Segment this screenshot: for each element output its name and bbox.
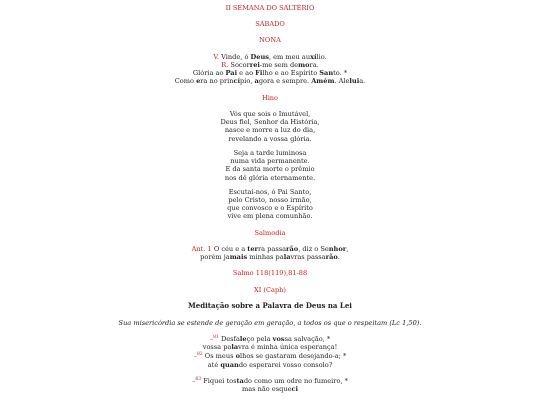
hymn-line: pelo Cristo, nosso irmão, xyxy=(228,195,312,204)
psalm-verse-line: até quando esperarei vosso consolo? xyxy=(207,360,333,369)
psalm-verse-line: –$^{81}$ Desfaleço pela vossa salvação, * xyxy=(209,334,331,343)
psalm-title: Meditação sobre a Palavra de Deus na Lei xyxy=(188,300,352,310)
psalm-section: XI (Caph) xyxy=(254,285,286,294)
psalm-verse-line: –$^{83}$ Fiquei tostado como um odre no fumeiro, * xyxy=(192,376,348,385)
psalm-verse-line: –$^{82}$ Os meus olhos se gastaram desejando-a; * xyxy=(193,352,347,361)
psalm-reference: Salmo 118(119),81-88 xyxy=(232,269,308,278)
hymn-line: Vós que sois o Imutável, xyxy=(229,109,311,118)
versicle-text: Vinde, ó Deus, em meu auxílio. xyxy=(221,52,327,61)
hymn-stanzas xyxy=(0,110,540,221)
hymn-line: Escutai-nos, ó Pai Santo, xyxy=(228,187,312,196)
verse-number: 83 xyxy=(195,376,202,382)
hymn-line: revelando a vossa glória. xyxy=(228,134,312,143)
hymn-line: nos dê glória eternamente. xyxy=(224,173,316,182)
psalm-verse-line: mas não esqueci xyxy=(241,385,299,394)
psalm-verse xyxy=(0,352,540,368)
hymn-line: E da santa morte o prêmio xyxy=(225,165,315,174)
gloria-line-1: Glória ao Pai e ao Filho e ao Espírito Santo. * xyxy=(192,69,348,78)
hour-heading: NONA xyxy=(259,36,281,45)
antiphon-line-2: porém jamais minhas palavras passarão. xyxy=(200,253,340,262)
gloria-line-2: Como era no princípio, agora e sempre. Amém. Aleluia. xyxy=(174,77,366,86)
opening-versicles xyxy=(0,53,540,86)
response-line xyxy=(0,61,540,69)
versicle-line xyxy=(0,53,540,61)
versicle-mark: V. xyxy=(213,52,220,61)
hymn-line: Deus fiel, Senhor da História, xyxy=(220,118,320,127)
hymn-stanza xyxy=(0,110,540,143)
antiphon-text-1: O céu e a terra passarão, diz o Senhor, xyxy=(213,244,349,253)
antiphon xyxy=(0,245,540,261)
hymn-line: numa vida permanente. xyxy=(230,157,310,166)
hymn-line: vive em plena comunhão. xyxy=(227,212,313,221)
verse-number: 82 xyxy=(196,352,203,358)
verse-dash: – xyxy=(192,376,196,385)
verse-dash: – xyxy=(193,352,197,361)
psalm-verses xyxy=(0,335,540,393)
psalm-epigraph: Sua misericórdia se estende de geração em geração, a todos os que o respeitam (Lc 1,50). xyxy=(118,318,422,327)
antiphon-mark: Ant. 1 xyxy=(191,244,212,253)
week-heading: II SEMANA DO SALTÉRIO xyxy=(225,4,315,12)
response-mark: R. xyxy=(221,60,229,69)
office-page xyxy=(0,2,540,393)
psalm-verse xyxy=(0,335,540,351)
hymn-title: Hino xyxy=(261,93,279,102)
hymn-line: que convosco e o Espírito xyxy=(227,204,313,213)
psalm-verse xyxy=(0,377,540,393)
psalmody-title: Salmodia xyxy=(254,228,286,237)
hymn-line: Seja a tarde luminosa xyxy=(233,148,307,157)
day-heading: SÁBADO xyxy=(255,20,285,29)
verse-dash: – xyxy=(209,334,214,343)
antiphon-line-1 xyxy=(0,245,540,253)
psalm-verse-line: vossa palavra é minha única esperança! xyxy=(202,343,338,352)
hymn-stanza xyxy=(0,149,540,182)
response-text: Socorrei-me sem demora. xyxy=(230,60,319,69)
hymn-line: nasce e morre a luz do dia, xyxy=(224,126,316,135)
hymn-stanza xyxy=(0,188,540,221)
verse-number: 81 xyxy=(213,334,219,340)
